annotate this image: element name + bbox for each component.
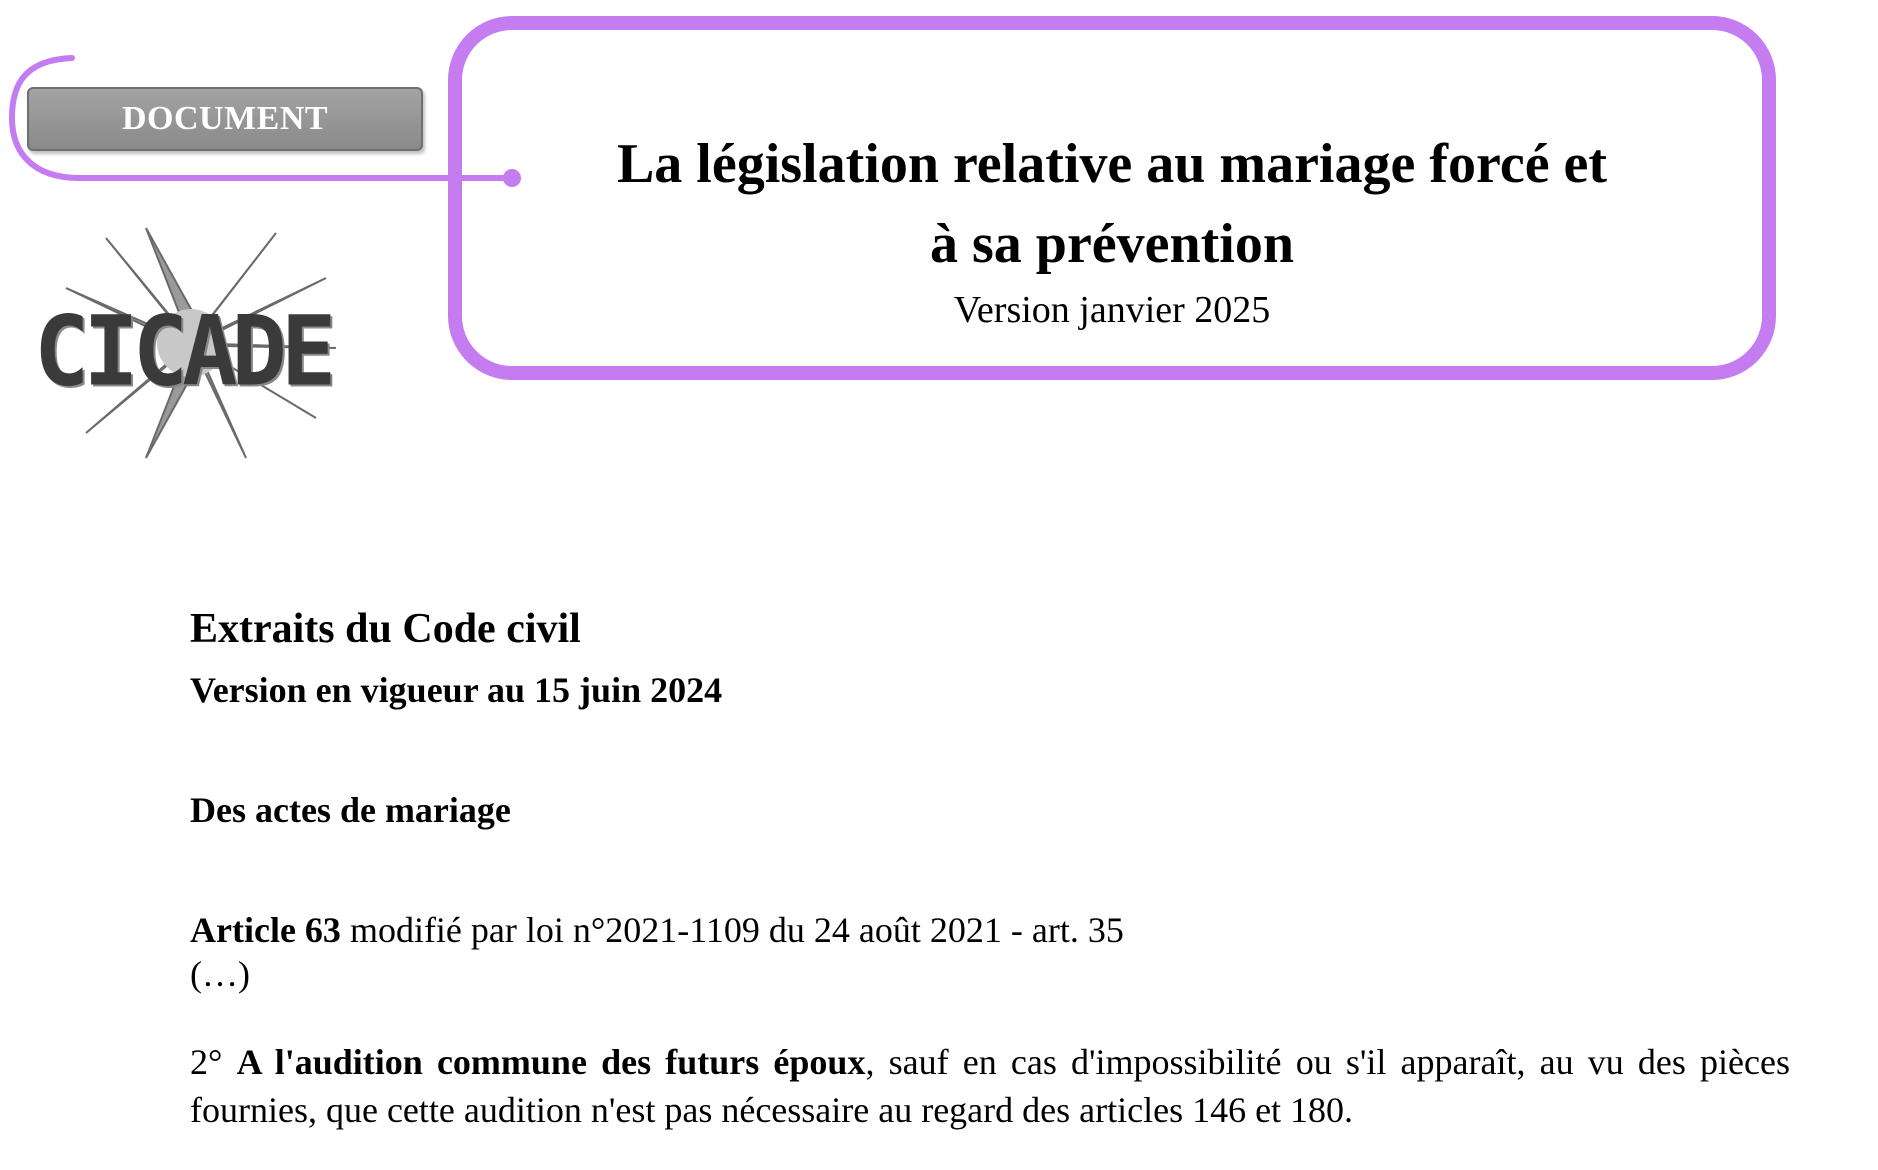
- paragraph: [190, 1038, 1790, 1134]
- section-title: Des actes de mariage: [190, 790, 511, 830]
- title-box: [448, 16, 1776, 380]
- paragraph-emphasis: A l'audition commune des futurs époux: [236, 1042, 866, 1082]
- title-line-2: à sa prévention: [930, 213, 1294, 275]
- version-label: Version janvier 2025: [953, 289, 1271, 331]
- heading: Extraits du Code civil: [190, 606, 581, 652]
- ellipsis: (…): [190, 954, 250, 994]
- paragraph-number: 2°: [190, 1042, 237, 1082]
- article-ref: Article 63: [190, 910, 341, 950]
- logo-wordmark: CICADE: [34, 295, 331, 408]
- badge-label: DOCUMENT: [121, 100, 329, 137]
- article-modification: modifié par loi n°2021-1109 du 24 août 2021 - art. 35: [340, 910, 1124, 950]
- subheading: Version en vigueur au 15 juin 2024: [190, 670, 723, 710]
- paragraph-text: , sauf en cas d'impossibilité ou s'il apparaît, au vu des pièces fournies, que cette audition n'est pas nécessaire au regard des articles 146 et 180.: [190, 1042, 1790, 1130]
- document-title: [462, 124, 1762, 284]
- document-body: [190, 602, 1790, 1134]
- title-line-1: La législation relative au mariage forcé et: [616, 133, 1608, 195]
- cicade-logo: [26, 218, 356, 468]
- article-line: [190, 908, 1790, 952]
- document-badge: [27, 87, 423, 151]
